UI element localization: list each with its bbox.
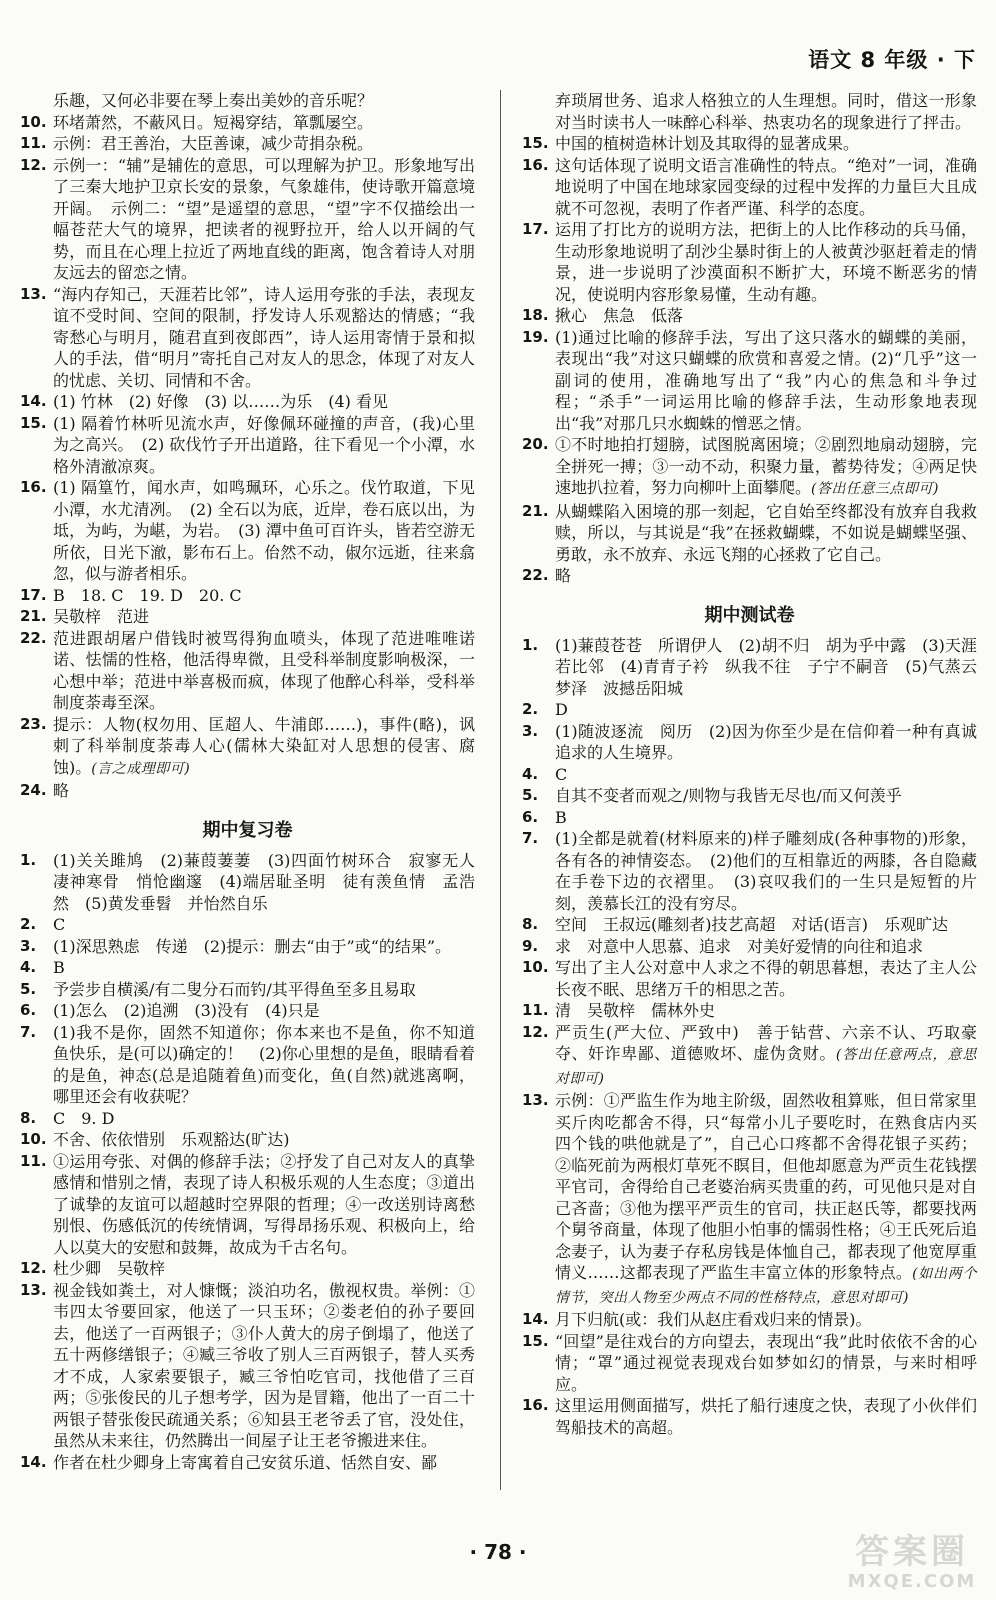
answer-text: (1)通过比喻的修辞手法，写出了这只落水的蝴蝶的美丽，表现出“我”对这只蝴蝶的欣赏和喜爱之情。(2)“几乎”这一副词的使用，准确地写出了“我”内心的焦急和斗争过程；“杀手”一词运用比喻的修辞手法，生动形象地表现出“我”对那几只水蜘蛛的憎恶之情。 <box>555 327 977 433</box>
answer-number: 10. <box>522 958 549 976</box>
answer-item <box>522 1090 977 1309</box>
answer-number: 19. <box>522 327 549 346</box>
answer-item <box>522 785 977 807</box>
answer-item <box>522 1000 977 1022</box>
watermark-text-bottom: MXQE.COM <box>847 1571 977 1592</box>
answer-number: 11. <box>522 1001 549 1019</box>
answer-number: 4. <box>20 958 37 976</box>
answer-item <box>20 714 475 781</box>
answer-text: 写出了主人公对意中人求之不得的朝思暮想，表达了主人公长夜不眠、思绪万千的相思之苦。 <box>555 958 977 999</box>
answer-number: 10. <box>20 112 47 131</box>
answer-text: 略 <box>555 566 572 585</box>
answer-item <box>522 936 977 958</box>
left-answer-list-a <box>20 90 475 802</box>
answer-number: 17. <box>522 220 549 238</box>
answer-text: 环堵萧然，不蔽风日。短褐穿结，箪瓢屡空。 <box>53 112 374 132</box>
answer-item <box>522 1022 977 1091</box>
answer-text: 乐趣，又何必非要在琴上奏出美妙的音乐呢？ <box>53 91 374 110</box>
answer-number: 17. <box>20 585 47 604</box>
answer-number: 1. <box>20 850 37 869</box>
answer-item <box>522 327 977 435</box>
answer-item <box>20 112 475 134</box>
answer-item <box>20 1000 475 1022</box>
answer-item <box>522 721 977 764</box>
answer-item <box>522 1395 977 1438</box>
answer-text: 月下归航(或：我们从赵庄看戏归来的情景)。 <box>555 1310 872 1329</box>
answer-text: 示例：①严监生作为地主阶级，固然收租算账，但日常家里买斤肉吃都舍不得，只“每常小儿子要吃时，在熟食店内买四个钱的哄他就是了”，自己心口疼都不舍得花银子买药；②临死前为两根灯草死不瞑目，但他却愿意为严贡生花钱摆平官司，舍得给自己老婆治病买贵重的药，可见他只是对自己吝啬；③他为摆平严贡生的官司，扶正赵氏等，都要找两个舅爷商量，体现了他胆小怕事的懦弱性格；④王氏死后追念妻子，认为妻子存私房钱是体恤自己，都表现了他宽厚重情义……这都表现了严监生丰富立体的形象特点。 <box>555 1091 977 1282</box>
answer-text: (1)深思熟虑 传递 (2)提示：删去“由于”或“的结果”。 <box>53 936 452 956</box>
answer-text: (1)我不是你，固然不知道你；你本来也不是鱼，你不知道鱼快乐，是(可以)确定的！ (2)你心里想的是鱼，眼睛看着的是鱼，神态(总是追随着鱼)而变化，鱼(自然)就逃离啊，哪里还会有收获呢？ <box>53 1022 475 1106</box>
answer-number: 13. <box>20 1280 47 1299</box>
answer-item <box>522 155 977 220</box>
answer-number: 6. <box>20 1001 37 1019</box>
answer-number: 15. <box>522 134 549 152</box>
left-answer-list-b <box>20 850 492 1474</box>
answer-number: 21. <box>522 501 549 520</box>
watermark-text-top: 答案圈 <box>855 1532 969 1572</box>
answer-item <box>522 957 977 1000</box>
answer-number: 7. <box>20 1022 37 1041</box>
answer-number: 2. <box>522 700 539 718</box>
answer-item <box>20 413 475 478</box>
answer-item <box>522 219 977 305</box>
answer-text: 作者在杜少卿身上寄寓着自己安贫乐道、恬然自安、鄙 <box>53 1452 438 1472</box>
answer-text: 清 吴敬梓 儒林外史 <box>555 1001 716 1020</box>
answer-number: 7. <box>522 829 539 847</box>
answer-item <box>20 1022 475 1108</box>
answer-item <box>20 1258 475 1280</box>
right-column <box>522 90 977 1438</box>
answer-item <box>20 284 475 392</box>
answer-item <box>20 914 475 936</box>
answer-text: (1) 隔篁竹，闻水声，如鸣珮环，心乐之。伐竹取道，下见小潭，水尤清冽。 (2) 全石以为底，近岸，卷石底以出，为坻，为屿，为嵁，为岩。 (3) 潭中鱼可百许头，皆若空游无所依，日光下澈，影布石上。佁然不动，俶尔远逝，往来翕忽，似与游者相乐。 <box>53 478 475 583</box>
answer-number: 12. <box>20 1259 47 1277</box>
answer-number: 15. <box>522 1331 549 1350</box>
answer-text: 从蝴蝶陷入困境的那一刻起，它自始至终都没有放弃自我救赎，所以，与其说是“我”在拯救蝴蝶，不如说是蝴蝶坚强、勇敢，永不放弃、永远飞翔的心拯救了它自己。 <box>555 501 977 564</box>
answer-item <box>20 979 475 1001</box>
answer-number: 22. <box>522 566 549 584</box>
answer-item <box>20 1108 475 1130</box>
answer-item <box>522 434 977 501</box>
answer-number: 16. <box>522 155 549 174</box>
answer-item <box>20 957 475 979</box>
answer-item <box>522 1309 977 1331</box>
answer-number: 9. <box>522 936 539 955</box>
answer-text: “回望”是往戏台的方向望去，表现出“我”此时依依不舍的心情；“罩”通过视觉表现戏台如梦如幻的情景，与来时相呼应。 <box>555 1331 977 1394</box>
answer-text: (1)怎么 (2)追溯 (3)没有 (4)只是 <box>53 1001 320 1020</box>
answer-note: (言之成理即可) <box>91 760 191 777</box>
answer-item <box>522 565 977 587</box>
answer-item <box>522 764 977 786</box>
answer-text: ①不时地拍打翅膀，试图脱离困境；②剧烈地扇动翅膀，完全拼死一搏；③一动不动，积聚力量，蓄势待发；④两足快速地扒拉着，努力向柳叶上面攀爬。 <box>555 435 977 497</box>
answer-text: (1) 隔着竹林听见流水声，好像佩环碰撞的声音，(我)心里为之高兴。 (2) 砍伐竹子开出道路，往下看见一个小潭，水格外清澈凉爽。 <box>53 413 475 476</box>
answer-text: (1)关关雎鸠 (2)蒹葭萋萋 (3)四面竹树环合 寂寥无人 凄神寒骨 悄怆幽邃 (4)端居耻圣明 徒有羡鱼情 孟浩然 (5)黄发垂髫 并怡然自乐 <box>53 850 492 913</box>
answer-number: 12. <box>20 155 47 174</box>
answer-text: 予尝步自横溪/有二叟分石而钓/其平得鱼至多且易取 <box>53 979 416 999</box>
answer-item <box>20 391 475 413</box>
answer-item <box>20 628 475 714</box>
answer-text: ①运用夸张、对偶的修辞手法；②抒发了自己对友人的真挚感情和惜别之情，表现了诗人积极乐观的人生态度；③道出了诚挚的友谊可以超越时空界限的哲理；④一改送别诗离愁别恨、伤感低沉的传统情调，写得昂扬乐观、积极向上，给人以莫大的安慰和鼓舞，故成为千古名句。 <box>53 1151 475 1257</box>
answer-text: 提示：人物(权勿用、匡超人、牛浦郎……)，事件(略)，讽刺了科举制度荼毒人心(儒林大染缸对人思想的侵害、腐蚀)。 <box>53 714 475 777</box>
answer-number: 15. <box>20 413 47 432</box>
answer-item <box>20 1151 475 1259</box>
answer-text: (1)蒹葭苍苍 所谓伊人 (2)胡不归 胡为乎中露 (3)天涯若比邻 (4)青青子衿 纵我不往 子宁不嗣音 (5)气蒸云梦泽 波撼岳阳城 <box>555 635 977 698</box>
answer-text: C 9. D <box>53 1108 115 1128</box>
answer-note: (答出任意两点，意思对即可) <box>555 1047 977 1087</box>
answer-number: 14. <box>20 392 47 410</box>
answer-number: 12. <box>522 1022 549 1041</box>
answer-text: B <box>555 807 567 827</box>
answer-text: 运用了打比方的说明方法，把街上的人比作移动的兵马俑，生动形象地说明了刮沙尘暴时街上的人被黄沙驱赶着走的情景，进一步说明了沙漠面积不断扩大，环境不断恶劣的情况，使说明内容形象易懂，生动有趣。 <box>555 220 977 304</box>
answer-number: 10. <box>20 1130 47 1148</box>
answer-item <box>20 1280 475 1452</box>
answer-item <box>20 1452 475 1474</box>
answer-item <box>20 133 475 155</box>
answer-number: 2. <box>20 915 37 933</box>
answer-number: 13. <box>522 1091 549 1109</box>
answer-text: 杜少卿 吴敬梓 <box>53 1259 166 1278</box>
answer-number: 5. <box>522 786 539 804</box>
answer-text: (1) 竹林 (2) 好像 (3) 以……为乐 (4) 看见 <box>53 392 389 411</box>
answer-item <box>522 501 977 566</box>
answer-number: 23. <box>20 714 47 733</box>
answer-item <box>522 1331 977 1396</box>
answer-item <box>20 155 475 284</box>
answer-item <box>522 914 977 936</box>
page-header-title: 语文 8 年级 · 下 <box>808 48 976 72</box>
page-number: · 78 · <box>469 1540 527 1564</box>
answer-text: 揪心 焦急 低落 <box>555 306 684 325</box>
answer-text: 吴敬梓 范进 <box>53 607 150 626</box>
answer-text: 这句话体现了说明文语言准确性的特点。“绝对”一词，准确地说明了中国在地球家园变绿的过程中发挥的力量巨大且成就不可忽视，表明了作者严谨、科学的态度。 <box>555 155 977 218</box>
answer-note: (答出任意三点即可) <box>811 481 939 497</box>
right-answer-list-a <box>522 90 977 587</box>
answer-text: (1)全都是就着(材料原来的)样子雕刻成(各种事物的)形象，各有各的神情姿态。 (2)他们的互相靠近的两膝，各自隐藏在手卷下边的衣褶里。 (3)哀叹我们的一生只是短暂的片刻，羡慕长江的没有穷尽。 <box>555 829 977 913</box>
left-column <box>20 90 492 1473</box>
answer-item <box>522 807 977 829</box>
answer-number: 4. <box>522 764 539 783</box>
answer-number: 18. <box>522 306 549 324</box>
answer-text: 自其不变者而观之/则物与我皆无尽也/而又何羡乎 <box>555 786 902 805</box>
answer-item <box>20 1129 475 1151</box>
answer-number: 5. <box>20 979 37 998</box>
answer-text: D <box>555 700 568 719</box>
answer-text: 空间 王叔远(雕刻者)技艺高超 对话(语言) 乐观旷达 <box>555 915 948 934</box>
answer-note: (如出两个情节，突出人物至少两点不同的性格特点，意思对即可) <box>555 1266 977 1306</box>
answer-number: 20. <box>522 435 549 453</box>
answer-text: C <box>53 915 66 934</box>
answer-number: 13. <box>20 284 47 303</box>
column-divider <box>500 90 501 1490</box>
section-title-midterm-review: 期中复习卷 <box>202 819 293 841</box>
answer-number: 8. <box>522 915 539 933</box>
answer-item <box>20 850 492 915</box>
answer-item <box>522 635 977 700</box>
answer-text: 略 <box>53 781 70 800</box>
answer-text: 视金钱如粪土，对人慷慨；淡泊功名，傲视权贵。举例：①韦四太爷要回家，他送了一只玉环；②娄老伯的孙子要回去，他送了一百两银子；③仆人黄大的房子倒塌了，他送了五十两修缮银子；④臧三爷收了别人三百两银子，替人买秀才不成，人家索要银子，臧三爷怕吃官司，找他借了三百两；⑤张俊民的儿子想考学，因为是冒籍，他出了一百二十两银子替张俊民疏通关系；⑥知县王老爷丢了官，没处住，虽然从未来往，仍然腾出一间屋子让王老爷搬进来住。 <box>53 1280 475 1450</box>
answer-text: 弃琐屑世务、追求人格独立的人生理想。同时，借这一形象对当时读书人一味醉心科举、热衷功名的现象进行了抨击。 <box>555 91 977 132</box>
answer-number: 1. <box>522 635 539 654</box>
answer-item <box>522 828 977 914</box>
answer-item <box>522 133 977 155</box>
answer-item <box>522 90 977 133</box>
answer-item <box>20 606 475 628</box>
answer-number: 3. <box>20 936 37 955</box>
answer-text: 这里运用侧面描写，烘托了船行速度之快，表现了小伙伴们驾船技术的高超。 <box>555 1396 977 1437</box>
answer-item <box>522 305 977 327</box>
watermark-logo <box>842 1532 982 1594</box>
answer-number: 3. <box>522 721 539 740</box>
answer-item <box>20 90 475 112</box>
answer-text: B 18. C 19. D 20. C <box>53 585 242 605</box>
answer-item <box>20 477 475 585</box>
answer-number: 11. <box>20 134 47 152</box>
answer-text: 不舍、依依惜别 乐观豁达(旷达) <box>53 1130 290 1149</box>
answer-text: 示例：君王善治，大臣善谏，减少苛捐杂税。 <box>53 134 374 153</box>
answer-item <box>20 936 475 958</box>
answer-item <box>20 780 475 802</box>
answer-text: B <box>53 958 65 977</box>
answer-number: 16. <box>522 1396 549 1414</box>
answer-text: (1)随波逐流 阅历 (2)因为你至少是在信仰着一种有真诚追求的人生境界。 <box>555 721 977 762</box>
right-answer-list-b <box>522 635 977 1439</box>
answer-text: 严贡生(严大位、严致中) 善于钻营、六亲不认、巧取豪夺、奸诈卑鄙、道德败坏、虚伪贪财。 <box>555 1022 977 1063</box>
answer-text: C <box>555 764 568 784</box>
answer-number: 8. <box>20 1108 37 1127</box>
answer-text: 中国的植树造林计划及其取得的显著成果。 <box>555 134 860 153</box>
answer-item <box>20 585 475 607</box>
answer-text: 求 对意中人思慕、追求 对美好爱情的向往和追求 <box>555 936 924 956</box>
answer-number: 21. <box>20 607 47 625</box>
answer-item <box>522 699 977 721</box>
answer-number: 16. <box>20 478 47 496</box>
answer-number: 14. <box>522 1310 549 1328</box>
answer-number: 22. <box>20 628 47 647</box>
answer-number: 11. <box>20 1151 47 1170</box>
answer-number: 14. <box>20 1452 47 1471</box>
answer-text: 范进跟胡屠户借钱时被骂得狗血喷头，体现了范进唯唯诺诺、怯懦的性格，他活得卑微，且受科举制度影响极深，一心想中举；范进中举喜极而疯，体现了他醉心科举，受科举制度荼毒至深。 <box>53 628 475 712</box>
answer-number: 24. <box>20 781 47 799</box>
answer-text: 示例一：“辅”是辅佐的意思，可以理解为护卫。形象地写出了三秦大地护卫京长安的景象，气象雄伟，使诗歌开篇意境开阔。 示例二：“望”是遥望的意思，“望”字不仅描绘出一幅苍茫大气的境界，把读者的视野拉开，给人以开阔的气势，而且在心理上拉近了两地直线的距离，饱含着诗人对朋友远去的留恋之情。 <box>53 155 475 282</box>
section-title-midterm-test: 期中测试卷 <box>704 604 795 626</box>
answer-number: 6. <box>522 807 539 826</box>
answer-text: “海内存知己，天涯若比邻”，诗人运用夸张的手法，表现友谊不受时间、空间的限制，抒发诗人乐观豁达的情感；“我寄愁心与明月，随君直到夜郎西”，诗人运用寄情于景和拟人的手法，借“明月”寄托自己对友人的思念，体现了对友人的忧虑、关切、同情和不舍。 <box>53 284 475 390</box>
